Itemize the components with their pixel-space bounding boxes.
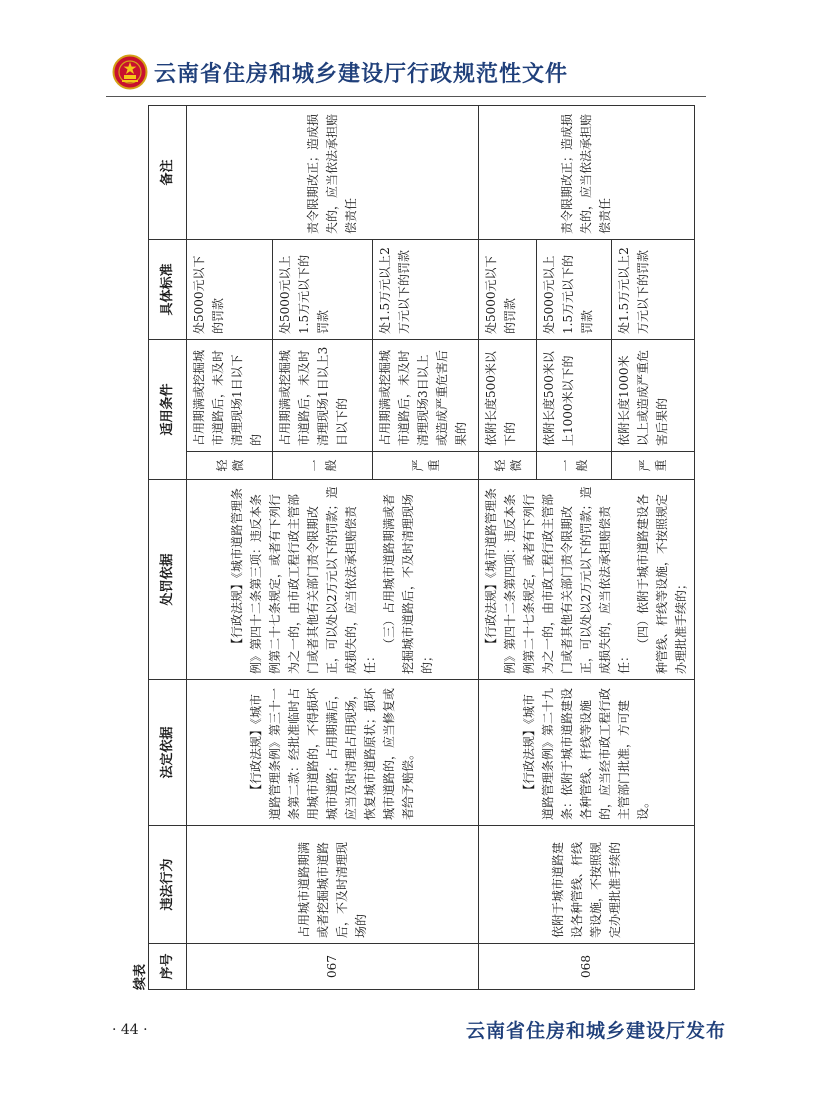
condition-general: 占用期满或挖掘城市道路后，未及时清理现场1日以上3日以下的 xyxy=(273,339,373,451)
row-penalty-basis xyxy=(187,480,479,680)
table-header-row xyxy=(149,105,187,989)
standard-serious: 处1.5万元以上2万元以下的罚款 xyxy=(373,239,479,339)
col-header-seq: 序号 xyxy=(149,944,187,990)
document-header-title: 云南省住房和城乡建设厅行政规范性文件 xyxy=(154,61,569,87)
page-header xyxy=(112,52,568,92)
row-violation: 占用城市道路期满或者挖掘城市道路后，不及时清理现场的 xyxy=(187,826,479,944)
standard-general: 处5000元以上1.5万元以下的罚款 xyxy=(537,239,612,339)
standard-minor: 处5000元以下的罚款 xyxy=(187,239,273,339)
col-header-legal-basis: 法定依据 xyxy=(149,680,187,826)
condition-serious: 依附长度1000米以上或造成严重危害后果的 xyxy=(611,339,694,451)
level-serious xyxy=(373,452,479,480)
level-label: 轻微 xyxy=(214,459,245,472)
row-violation: 依附于城市道路建设各种管线、杆线等设施，不按照规定办理批准手续的 xyxy=(479,826,695,944)
national-emblem-icon xyxy=(112,54,148,90)
level-minor xyxy=(187,452,273,480)
level-general xyxy=(537,452,612,480)
header-divider xyxy=(106,96,706,97)
penalty-table xyxy=(148,105,695,990)
level-general xyxy=(273,452,373,480)
level-label: 一般 xyxy=(559,459,590,472)
standard-serious: 处1.5万元以上2万元以下的罚款 xyxy=(611,239,694,339)
page-number: · 44 · xyxy=(112,1022,148,1038)
row-legal-basis xyxy=(479,680,695,826)
continued-label: 续表 xyxy=(133,963,148,990)
row-seq: 068 xyxy=(479,944,695,990)
penalty-item-text: （四）依附于城市道路建设各种管线、杆线等设施，不按照规定办理批准手续的； xyxy=(636,493,688,674)
standard-general: 处5000元以上1.5万元以下的罚款 xyxy=(273,239,373,339)
condition-general: 依附长度500米以上1000米以下的 xyxy=(537,339,612,451)
level-label: 严重 xyxy=(637,459,668,472)
table-row xyxy=(479,105,537,989)
table-row xyxy=(187,105,273,989)
legal-basis-text: 【行政法规】《城市道路管理条例》第二十九条：依附于城市道路建设各种管线、杆线等设施的，应当经市政工程行政主管部门批准，方可建设。 xyxy=(522,687,650,820)
col-header-standard: 具体标准 xyxy=(149,239,187,339)
col-header-condition: 适用条件 xyxy=(149,339,187,479)
publisher-footer: 云南省住房和城乡建设厅发布 xyxy=(466,1020,727,1042)
level-label: 轻微 xyxy=(492,459,523,472)
penalty-basis-text: 【行政法规】《城市道路管理条例》第四十二条第三项：违反本条例第二十七条规定，或者有下列行为之一的，由市政工程行政主管部门或者其他有关部门责令限期改正，可以处以2万元以下的罚款；造成损失的，应当依法承担赔偿责任： xyxy=(230,486,377,674)
legal-basis-text: 【行政法规】《城市道路管理条例》第三十一条第二款：经批准临时占用城市道路的，不得损坏城市道路；占用期满后，应当及时清理占用现场，恢复城市道路原状；损坏城市道路的，应当修复或者给予赔偿。 xyxy=(249,687,415,820)
level-label: 严重 xyxy=(410,459,441,472)
condition-minor: 依附长度500米以下的 xyxy=(479,339,537,451)
level-minor xyxy=(479,452,537,480)
rotated-table-container xyxy=(130,106,688,990)
row-legal-basis xyxy=(187,680,479,826)
row-seq: 067 xyxy=(187,944,479,990)
condition-minor: 占用期满或挖掘城市道路后，未及时清理现场1日以下的 xyxy=(187,339,273,451)
col-header-remark: 备注 xyxy=(149,105,187,239)
standard-minor: 处5000元以下的罚款 xyxy=(479,239,537,339)
penalty-item-text: （三）占用城市道路期满或者挖掘城市道路后，不及时清理现场的； xyxy=(382,493,434,674)
condition-serious: 占用期满或挖掘城市道路后，未及时清理现场3日以上或造成严重危害后果的 xyxy=(373,339,479,451)
row-penalty-basis xyxy=(479,480,695,680)
level-serious xyxy=(611,452,694,480)
col-header-penalty-basis: 处罚依据 xyxy=(149,480,187,680)
level-label: 一般 xyxy=(307,459,338,472)
col-header-violation: 违法行为 xyxy=(149,826,187,944)
penalty-basis-text: 【行政法规】《城市道路管理条例》第四十二条第四项：违反本条例第二十七条规定，或者有下列行为之一的，由市政工程行政主管部门或者其他有关部门责令限期改正，可以处以2万元以下的罚款；造成损失的，应当依法承担赔偿责任： xyxy=(484,486,631,674)
row-remark: 责令限期改正；造成损失的，应当依法承担赔偿责任 xyxy=(479,105,695,239)
row-remark: 责令限期改正；造成损失的，应当依法承担赔偿责任 xyxy=(187,105,479,239)
